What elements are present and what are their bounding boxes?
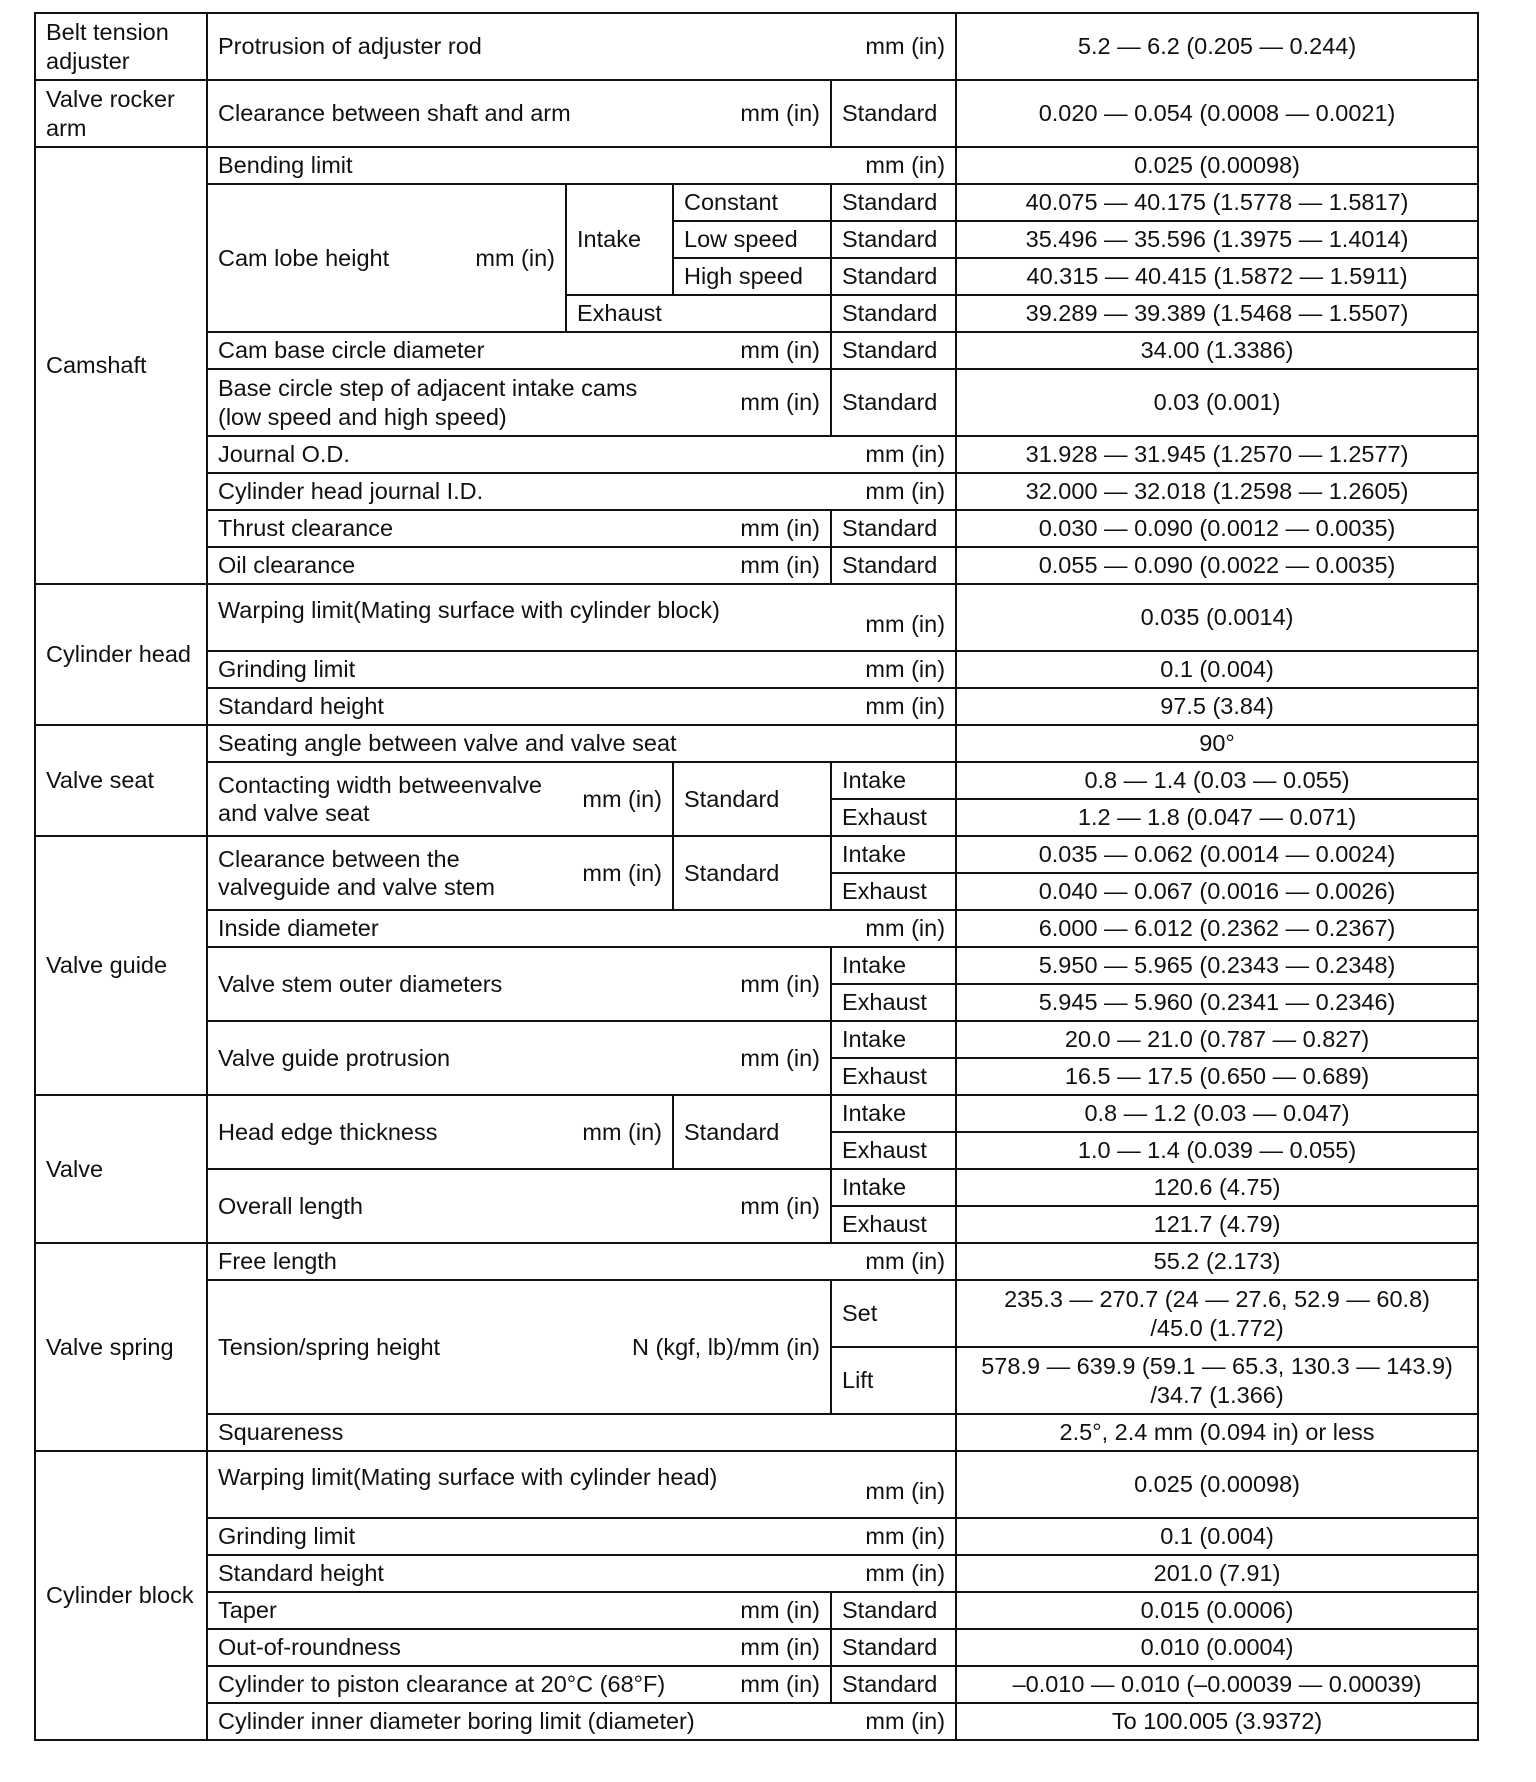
value-cell: 0.025 (0.00098) (956, 147, 1478, 184)
value-cell: 578.9 — 639.9 (59.1 — 65.3, 130.3 — 143.9) /34.7 (1.366) (956, 1347, 1478, 1414)
speed-cell: Constant (673, 184, 831, 221)
item-cell: mm (in) Contacting width betweenvalve and valve seat (207, 762, 673, 836)
item-cell: mm (in) Journal O.D. (207, 436, 956, 473)
sub-item-cell: Intake (566, 184, 673, 295)
table-row (35, 436, 1478, 473)
table-row (35, 651, 1478, 688)
table-row (35, 13, 1478, 80)
sub-item-cell: Exhaust (831, 799, 956, 836)
table-row (35, 947, 1478, 984)
sub-item-cell: Exhaust (831, 873, 956, 910)
table-row (35, 725, 1478, 762)
category-cell: Valve seat (35, 725, 207, 836)
value-cell: 39.289 — 39.389 (1.5468 — 1.5507) (956, 295, 1478, 332)
table-row (35, 369, 1478, 436)
item-cell: mm (in) Base circle step of adjacent intake cams (low speed and high speed) (207, 369, 831, 436)
condition-cell: Standard (831, 80, 956, 147)
sub-item-cell: Set (831, 1280, 956, 1347)
item-cell: mm (in) Oil clearance (207, 547, 831, 584)
value-cell: 5.945 — 5.960 (0.2341 — 0.2346) (956, 984, 1478, 1021)
condition-cell: Standard (831, 295, 956, 332)
item-cell: mm (in) Overall length (207, 1169, 831, 1243)
table-row (35, 147, 1478, 184)
sub-item-cell: Lift (831, 1347, 956, 1414)
table-row (35, 1451, 1478, 1518)
value-cell: 5.2 — 6.2 (0.205 — 0.244) (956, 13, 1478, 80)
item-cell: mm (in) Grinding limit (207, 651, 956, 688)
category-cell: Belt tension adjuster (35, 13, 207, 80)
value-cell: 0.025 (0.00098) (956, 1451, 1478, 1518)
category-cell: Valve spring (35, 1243, 207, 1451)
condition-cell: Standard (831, 221, 956, 258)
value-cell: 0.03 (0.001) (956, 369, 1478, 436)
value-cell: 0.030 — 0.090 (0.0012 — 0.0035) (956, 510, 1478, 547)
item-cell: mm (in) Taper (207, 1592, 831, 1629)
item-cell: mm (in) Bending limit (207, 147, 956, 184)
condition-cell: Standard (831, 369, 956, 436)
table-row (35, 762, 1478, 799)
sub-item-cell: Intake (831, 1095, 956, 1132)
specification-table (34, 12, 1479, 1741)
table-row (35, 332, 1478, 369)
value-cell: 121.7 (4.79) (956, 1206, 1478, 1243)
value-cell: 0.010 (0.0004) (956, 1629, 1478, 1666)
item-cell: mm (in) Warping limit(Mating surface with cylinder head) (207, 1451, 956, 1518)
table-row (35, 1169, 1478, 1206)
value-cell: 20.0 — 21.0 (0.787 — 0.827) (956, 1021, 1478, 1058)
value-cell: To 100.005 (3.9372) (956, 1703, 1478, 1740)
category-cell: Valve (35, 1095, 207, 1243)
value-cell: 0.015 (0.0006) (956, 1592, 1478, 1629)
value-cell: 0.8 — 1.4 (0.03 — 0.055) (956, 762, 1478, 799)
value-cell: 235.3 — 270.7 (24 — 27.6, 52.9 — 60.8) /45.0 (1.772) (956, 1280, 1478, 1347)
table-row (35, 1629, 1478, 1666)
value-cell: 35.496 — 35.596 (1.3975 — 1.4014) (956, 221, 1478, 258)
condition-cell: Standard (673, 1095, 831, 1169)
table-row (35, 1414, 1478, 1451)
item-cell: mm (in) Thrust clearance (207, 510, 831, 547)
item-cell: mm (in) Valve guide protrusion (207, 1021, 831, 1095)
table-row (35, 688, 1478, 725)
item-cell: mm (in) Head edge thickness (207, 1095, 673, 1169)
item-cell: mm (in) Standard height (207, 1555, 956, 1592)
condition-cell: Standard (831, 1666, 956, 1703)
item-cell: mm (in) Inside diameter (207, 910, 956, 947)
speed-cell: Low speed (673, 221, 831, 258)
sub-item-cell: Exhaust (566, 295, 831, 332)
value-cell: 0.020 — 0.054 (0.0008 — 0.0021) (956, 80, 1478, 147)
category-cell: Camshaft (35, 147, 207, 584)
item-cell: mm (in) Clearance between shaft and arm (207, 80, 831, 147)
sub-item-cell: Exhaust (831, 984, 956, 1021)
value-cell: 1.0 — 1.4 (0.039 — 0.055) (956, 1132, 1478, 1169)
value-cell: 97.5 (3.84) (956, 688, 1478, 725)
value-cell: 16.5 — 17.5 (0.650 — 0.689) (956, 1058, 1478, 1095)
sub-item-cell: Exhaust (831, 1206, 956, 1243)
table-row (35, 910, 1478, 947)
item-cell: mm (in) Cylinder inner diameter boring limit (diameter) (207, 1703, 956, 1740)
category-cell: Cylinder block (35, 1451, 207, 1740)
value-cell: 31.928 — 31.945 (1.2570 — 1.2577) (956, 436, 1478, 473)
item-cell: mm (in) Valve stem outer diameters (207, 947, 831, 1021)
item-cell: mm (in) Warping limit(Mating surface with cylinder block) (207, 584, 956, 651)
table-row (35, 1280, 1478, 1347)
value-cell: 0.035 (0.0014) (956, 584, 1478, 651)
table-row (35, 547, 1478, 584)
value-cell: 55.2 (2.173) (956, 1243, 1478, 1280)
table-row (35, 1518, 1478, 1555)
sub-item-cell: Intake (831, 762, 956, 799)
value-cell: 34.00 (1.3386) (956, 332, 1478, 369)
value-cell: 0.035 — 0.062 (0.0014 — 0.0024) (956, 836, 1478, 873)
item-cell: mm (in) Free length (207, 1243, 956, 1280)
condition-cell: Standard (831, 332, 956, 369)
condition-cell: Standard (831, 510, 956, 547)
value-cell: 1.2 — 1.8 (0.047 — 0.071) (956, 799, 1478, 836)
table-row (35, 1592, 1478, 1629)
sub-item-cell: Exhaust (831, 1058, 956, 1095)
condition-cell: Standard (673, 836, 831, 910)
value-cell: 0.055 — 0.090 (0.0022 — 0.0035) (956, 547, 1478, 584)
item-cell: mm (in) Cam lobe height (207, 184, 566, 332)
sub-item-cell: Exhaust (831, 1132, 956, 1169)
speed-cell: High speed (673, 258, 831, 295)
condition-cell: Standard (831, 184, 956, 221)
value-cell: 2.5°, 2.4 mm (0.094 in) or less (956, 1414, 1478, 1451)
value-cell: 40.315 — 40.415 (1.5872 — 1.5911) (956, 258, 1478, 295)
table-row (35, 1703, 1478, 1740)
sub-item-cell: Intake (831, 1021, 956, 1058)
sub-item-cell: Intake (831, 1169, 956, 1206)
table-row (35, 1243, 1478, 1280)
value-cell: 0.1 (0.004) (956, 1518, 1478, 1555)
table-row (35, 510, 1478, 547)
value-cell: 40.075 — 40.175 (1.5778 — 1.5817) (956, 184, 1478, 221)
table-row (35, 80, 1478, 147)
item-cell: mm (in) Protrusion of adjuster rod (207, 13, 956, 80)
table-row (35, 1021, 1478, 1058)
value-cell: 6.000 — 6.012 (0.2362 — 0.2367) (956, 910, 1478, 947)
value-cell: 5.950 — 5.965 (0.2343 — 0.2348) (956, 947, 1478, 984)
condition-cell: Standard (831, 547, 956, 584)
category-cell: Valve guide (35, 836, 207, 1095)
sub-item-cell: Intake (831, 836, 956, 873)
value-cell: 90° (956, 725, 1478, 762)
table-row (35, 1095, 1478, 1132)
condition-cell: Standard (831, 1592, 956, 1629)
value-cell: 0.040 — 0.067 (0.0016 — 0.0026) (956, 873, 1478, 910)
value-cell: 0.1 (0.004) (956, 651, 1478, 688)
sub-item-cell: Intake (831, 947, 956, 984)
table-row (35, 1666, 1478, 1703)
value-cell: 120.6 (4.75) (956, 1169, 1478, 1206)
table-row (35, 473, 1478, 510)
item-cell: Squareness (207, 1414, 956, 1451)
table-row (35, 584, 1478, 651)
table-row (35, 184, 1478, 221)
value-cell: 0.8 — 1.2 (0.03 — 0.047) (956, 1095, 1478, 1132)
table-row (35, 1555, 1478, 1592)
condition-cell: Standard (673, 762, 831, 836)
item-cell: mm (in) Clearance between the valveguide and valve stem (207, 836, 673, 910)
item-cell: mm (in) Cylinder to piston clearance at 20°C (68°F) (207, 1666, 831, 1703)
condition-cell: Standard (831, 258, 956, 295)
item-cell: mm (in) Cam base circle diameter (207, 332, 831, 369)
item-cell: mm (in) Standard height (207, 688, 956, 725)
item-cell: mm (in) Out-of-roundness (207, 1629, 831, 1666)
value-cell: 201.0 (7.91) (956, 1555, 1478, 1592)
item-cell: mm (in) Cylinder head journal I.D. (207, 473, 956, 510)
value-cell: 32.000 — 32.018 (1.2598 — 1.2605) (956, 473, 1478, 510)
item-cell: mm (in) Grinding limit (207, 1518, 956, 1555)
condition-cell: Standard (831, 1629, 956, 1666)
category-cell: Cylinder head (35, 584, 207, 725)
table-row (35, 836, 1478, 873)
category-cell: Valve rocker arm (35, 80, 207, 147)
item-cell: N (kgf, lb)/mm (in) Tension/spring height (207, 1280, 831, 1414)
value-cell: –0.010 — 0.010 (–0.00039 — 0.00039) (956, 1666, 1478, 1703)
item-cell: Seating angle between valve and valve seat (207, 725, 956, 762)
